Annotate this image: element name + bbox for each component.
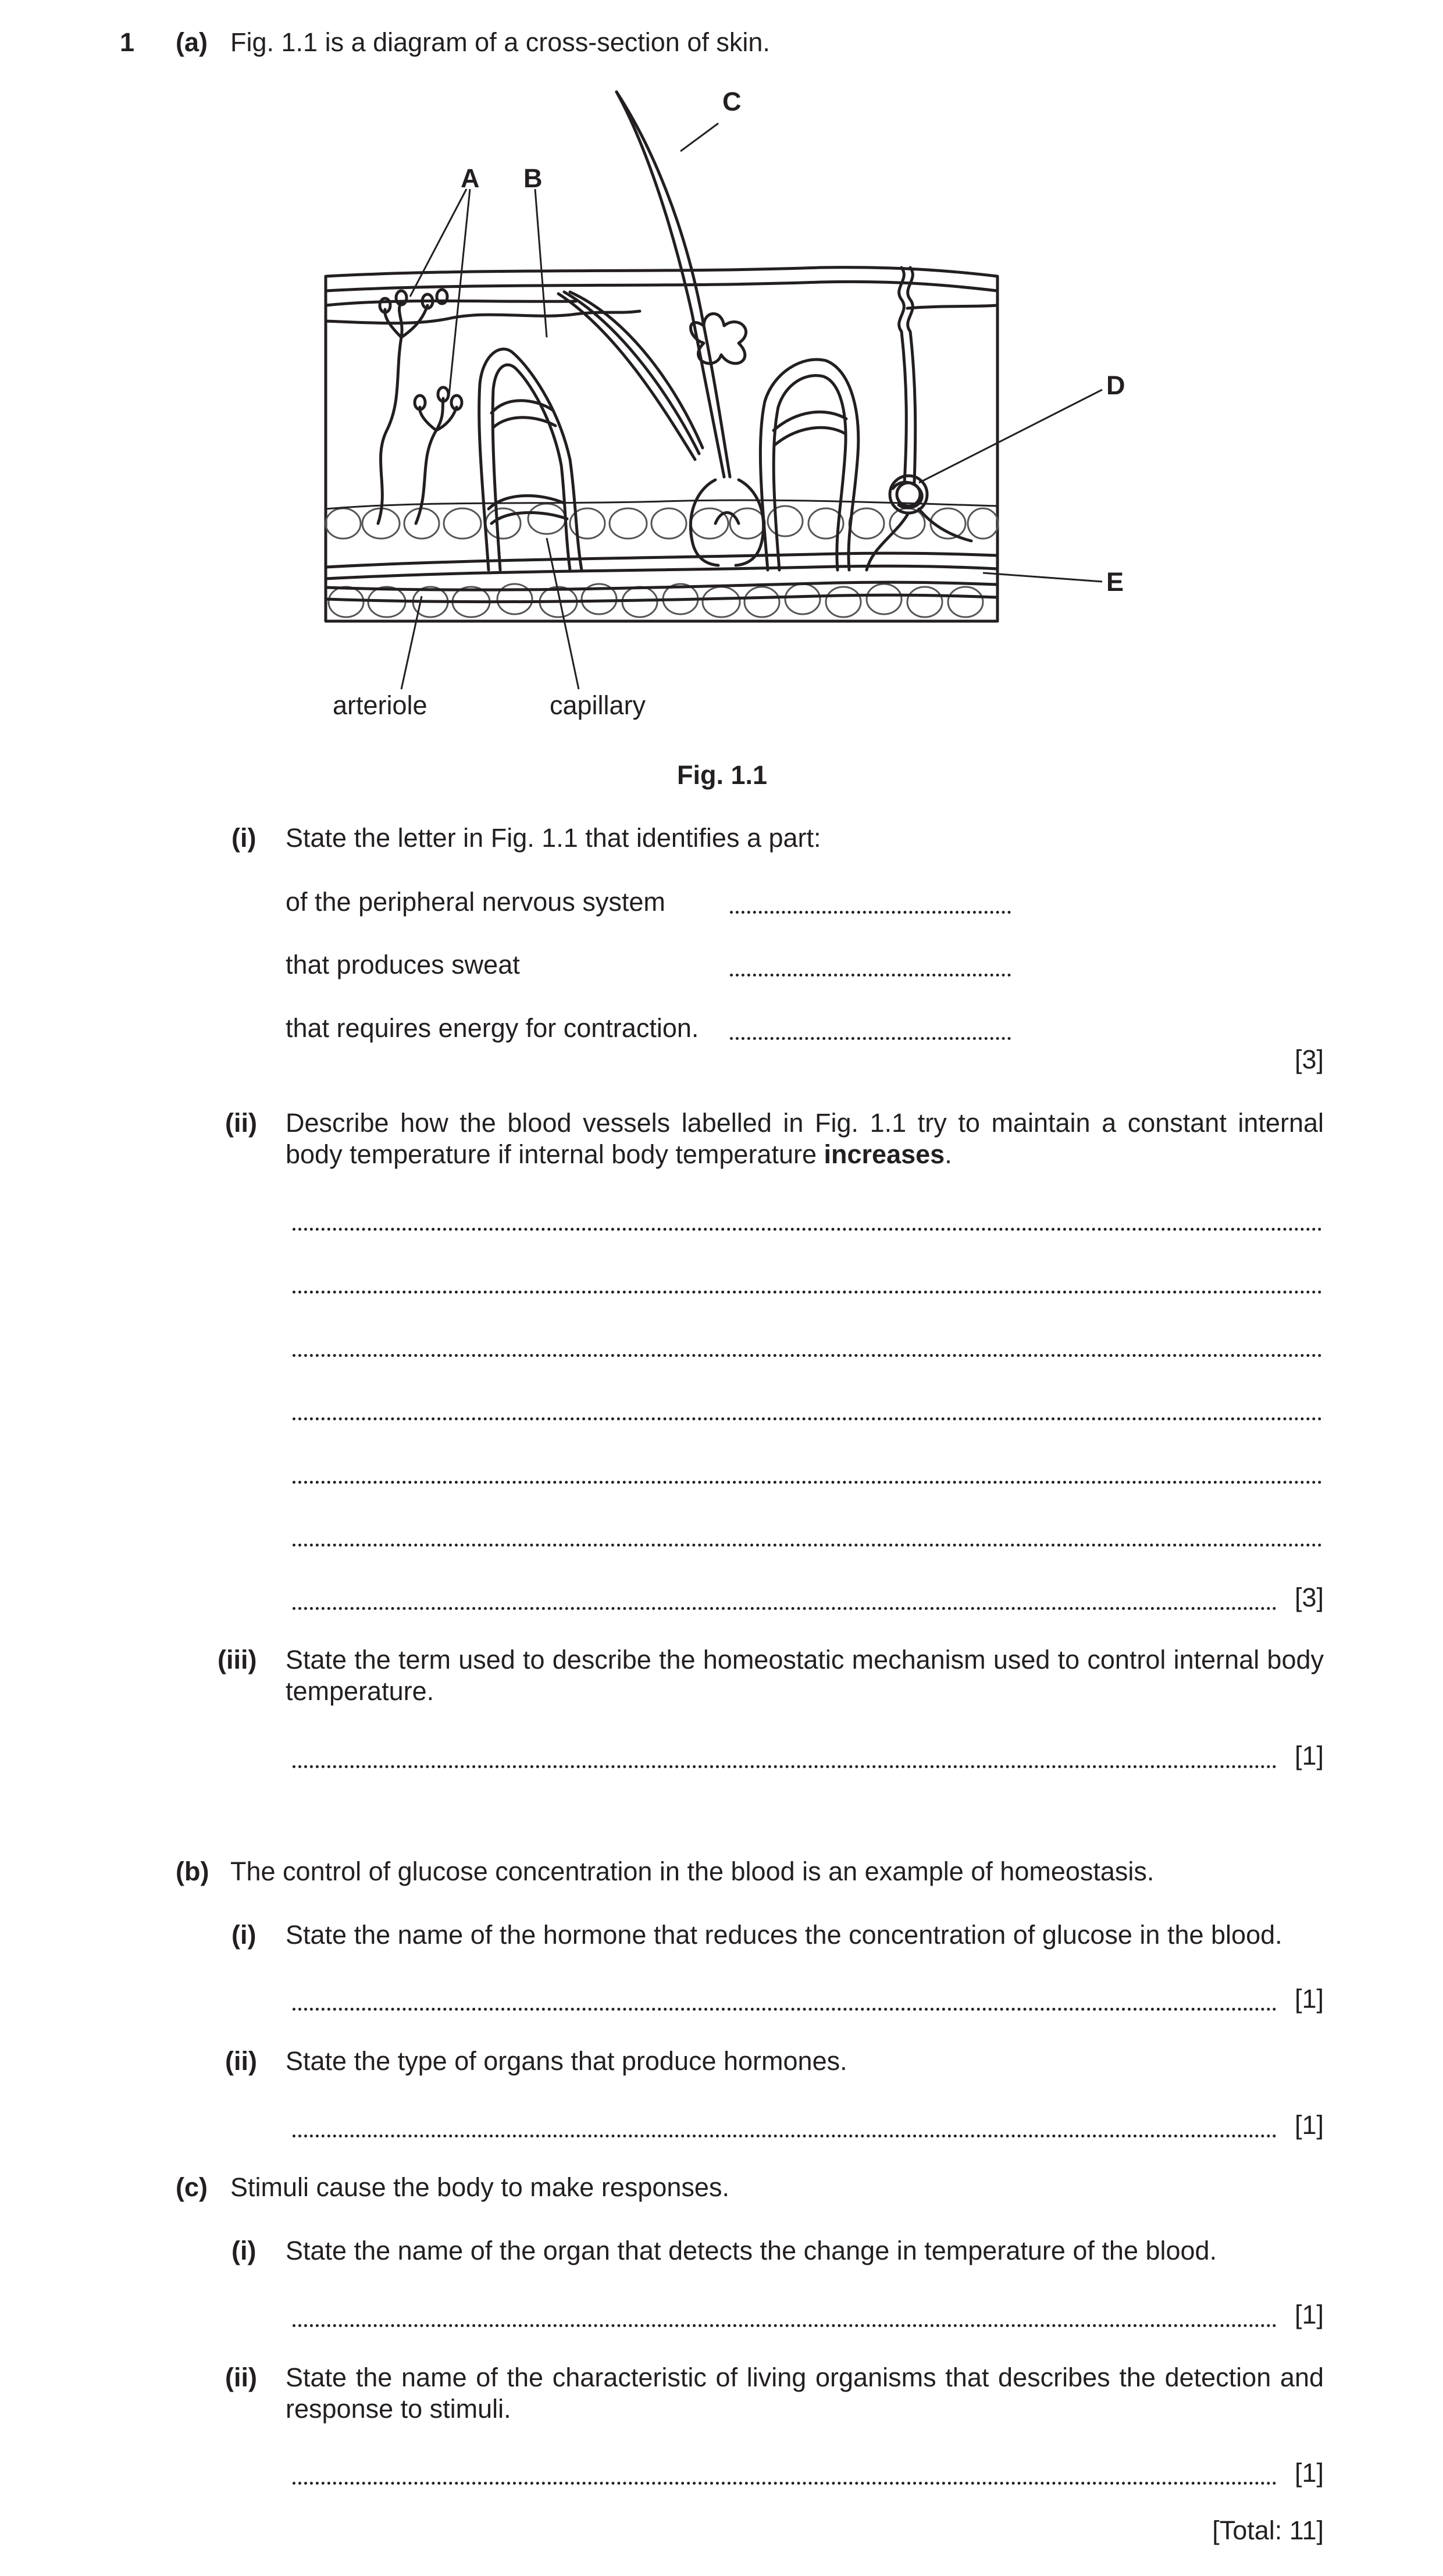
sebaceous-gland (691, 313, 746, 364)
marks-a-iii: [1] (1294, 1741, 1324, 1770)
leader-E (983, 573, 1102, 582)
sweat-duct-right (908, 268, 915, 483)
leader-C (680, 123, 718, 151)
leader-capillary (547, 538, 579, 689)
marks-b-ii: [1] (1294, 2110, 1324, 2140)
sweat-gland-vessel (867, 513, 908, 570)
leader-A-1 (410, 189, 466, 297)
marks-a-ii: [3] (1294, 1583, 1324, 1612)
part-a-i-label: (i) (231, 823, 256, 853)
part-b-label: (b) (176, 1857, 209, 1886)
part-a-label: (a) (176, 27, 208, 57)
answer-line-a-ii-3[interactable] (293, 1354, 1322, 1357)
answer-line-a-ii-4[interactable] (293, 1417, 1322, 1420)
part-a-ii-label: (ii) (225, 1108, 257, 1138)
figure-caption: Fig. 1.1 (677, 760, 768, 790)
part-a-intro: Fig. 1.1 is a diagram of a cross-section of skin. (230, 27, 770, 57)
part-c-ii-text: State the name of the characteristic of living organisms that describes the detection and response to stimuli. (286, 2363, 1324, 2424)
part-a-ii-text: Describe how the blood vessels labelled in Fig. 1.1 try to maintain a constant internal body temperature if internal body temperature increases. (286, 1108, 1324, 1169)
answer-line-a-i-3[interactable] (730, 1037, 1011, 1040)
part-c-i-label: (i) (231, 2236, 256, 2265)
part-a-i-stem: State the letter in Fig. 1.1 that identifies a part: (286, 823, 821, 853)
label-arteriole: arteriole (333, 690, 427, 720)
label-A: A (461, 163, 480, 193)
answer-line-a-ii-7[interactable] (293, 1607, 1277, 1610)
sweat-duct-left (899, 268, 907, 483)
part-b-ii-text: State the type of organs that produce hormones. (286, 2046, 847, 2076)
epidermis-base-right (907, 305, 997, 308)
leader-arteriole (401, 596, 422, 689)
capillary-loop-right-inner (774, 376, 846, 570)
part-b-ii-label: (ii) (225, 2046, 257, 2076)
answer-line-b-i[interactable] (293, 2008, 1277, 2011)
blood-vessel-lower-2 (326, 595, 997, 601)
label-B: B (523, 163, 543, 193)
part-c-label: (c) (176, 2172, 208, 2202)
marks-a-i: [3] (1294, 1045, 1324, 1074)
part-a-i-item-3: that requires energy for contraction. (286, 1013, 699, 1043)
part-b-i-label: (i) (231, 1920, 256, 1950)
skin-cross-section-diagram (314, 81, 1140, 733)
answer-line-c-i[interactable] (293, 2324, 1277, 2327)
leader-A-2 (449, 189, 470, 396)
part-a-iii-label: (iii) (218, 1645, 257, 1674)
answer-line-a-i-1[interactable] (730, 911, 1011, 914)
capillary-right-shunt-2 (775, 427, 845, 445)
answer-line-a-ii-5[interactable] (293, 1481, 1322, 1484)
marks-b-i: [1] (1294, 1984, 1324, 2014)
erector-muscle-1 (558, 294, 695, 459)
part-a-i-item-1: of the peripheral nervous system (286, 887, 665, 917)
question-number: 1 (120, 27, 135, 57)
part-a-i-item-2: that produces sweat (286, 950, 520, 979)
answer-line-a-i-2[interactable] (730, 974, 1011, 977)
sweat-gland-vessel-2 (919, 509, 971, 541)
part-a-iii-text: State the term used to describe the homeostatic mechanism used to control internal body temperature. (286, 1645, 1324, 1706)
part-c-ii-label: (ii) (225, 2363, 257, 2392)
answer-line-c-ii[interactable] (293, 2482, 1277, 2485)
part-c-i-text: State the name of the organ that detects the change in temperature of the blood. (286, 2236, 1217, 2265)
answer-line-a-iii[interactable] (293, 1765, 1277, 1768)
label-D: D (1106, 370, 1125, 400)
label-C: C (722, 87, 742, 116)
answer-line-b-ii[interactable] (293, 2135, 1277, 2137)
total-marks: [Total: 11] (1212, 2516, 1324, 2545)
blood-vessel-upper-2 (326, 566, 997, 579)
part-c-intro: Stimuli cause the body to make responses. (230, 2172, 729, 2202)
emphasis-increases: increases (824, 1139, 945, 1169)
epidermis-line-2 (326, 301, 576, 305)
answer-line-a-ii-6[interactable] (293, 1544, 1322, 1547)
label-E: E (1106, 567, 1124, 597)
answer-line-a-ii-1[interactable] (293, 1228, 1322, 1231)
leader-D (919, 390, 1102, 483)
answer-line-a-ii-2[interactable] (293, 1291, 1322, 1294)
epidermis-line-1 (326, 282, 997, 291)
marks-c-i: [1] (1294, 2300, 1324, 2329)
part-b-i-text: State the name of the hormone that reduces the concentration of glucose in the blood. (286, 1920, 1282, 1950)
hair-bulb-right (736, 480, 764, 565)
part-b-intro: The control of glucose concentration in the blood is an example of homeostasis. (230, 1857, 1155, 1886)
nerve-branch-3 (420, 407, 436, 430)
hair-bulb-left (690, 480, 718, 565)
erector-muscle-2 (564, 292, 699, 454)
marks-c-ii: [1] (1294, 2458, 1324, 2488)
label-capillary: capillary (550, 690, 646, 720)
